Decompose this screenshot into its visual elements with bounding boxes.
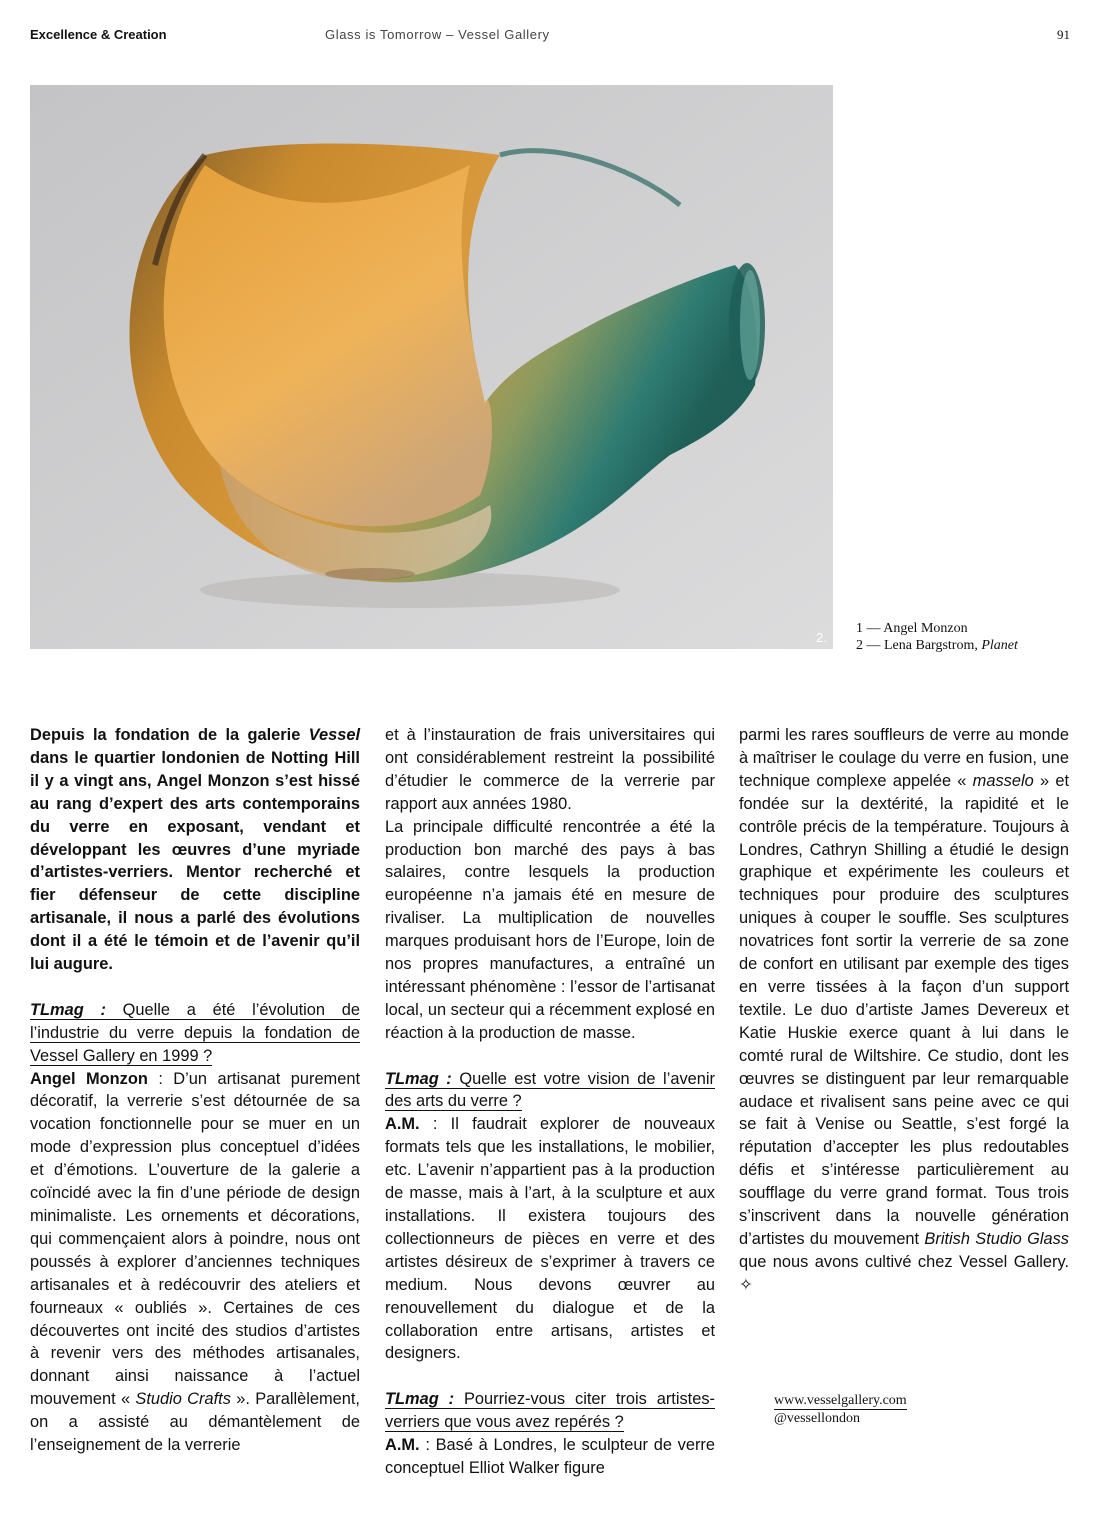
photo-number: 2. — [816, 630, 827, 645]
answer-3-text: : Basé à Londres, le sculpteur de verre conceptuel Elliot Walker figure — [385, 1436, 715, 1477]
answer-3-speaker: A.M. — [385, 1436, 420, 1455]
question-2-text: Quelle est votre vision de l’avenir des arts du verre ? — [385, 1069, 715, 1111]
question-2-tag: TLmag : — [385, 1069, 452, 1088]
technique-name: masselo — [972, 771, 1034, 790]
column-1 — [30, 724, 360, 1457]
caption-1: 1 — Angel Monzon — [856, 621, 968, 636]
social-handle[interactable]: @vessellondon — [774, 1411, 860, 1426]
answer-2 — [385, 1113, 715, 1365]
answer-1-text-a: : D’un artisanat purement décoratif, la verrerie s’est détournée de sa vocation fonctionnelle pour se muer en un mode d’expression plus conceptuel d’idées et d’émotions. L’ouverture de la galerie a coïncidé avec la fin d’une période de design minimaliste. Les ornements et décorations, qui commençaient alors à poindre, nous ont poussés à explorer d’anciennes techniques artisanales et à redécouvrir des ateliers et fourneaux « oubliés ». Certaines de ces découvertes ont incité des studios d’artistes à revenir vers des méthodes artisanales, donnant ainsi naissance à l’actuel mouvement « — [30, 1069, 361, 1409]
intro-text-b: dans le quartier londonien de Notting Hill il y a vingt ans, Angel Monzon s’est hissé au rang d’expert des arts contemporains du verre en exposant, vendant et développant les œuvres d’une myriade d’artistes-verriers. Mentor recherché et fier défenseur de cette discipline artisanale, il nous a parlé des évolutions dont il a été le témoin et de l’avenir qu’il lui augure. — [30, 748, 360, 974]
question-3 — [385, 1388, 715, 1434]
answer-3-text-b: » et fondée sur la dextérité, la rapidité et le contrôle précis de la température. Toujours à Londres, Cathryn Shilling a étudié le design graphique et expérimente les couleurs et techniques pour produire des sculptures uniques à couper le souffle. Ses sculptures novatrices font sortir la verrerie de sa zone de confort en utilisant par exemple des tiges en verre tissées à la façon d’un support textile. Le duo d’artiste James Devereux et Katie Huskie exerce quant à lui dans le comté rural de Wiltshire. Ce studio, dont les œuvres se distinguent par leur remarquable audace et rivalisent sans peine avec ce qui se fait à Venise ou Seattle, s’est forgé la réputation d’accepter les plus redoutables défis et s’intéresse particulièrement au soufflage du verre grand format. Tous trois s’inscrivent dans la nouvelle génération d’artistes du mouvement — [739, 771, 1069, 1248]
website-link[interactable]: www.vesselgallery.com — [774, 1393, 907, 1408]
question-2 — [385, 1068, 715, 1114]
answer-1-text-b: ». Parallèlement, on a assisté au démantèlement de l’enseignement de la verrerie — [30, 1390, 360, 1455]
answer-1 — [30, 1068, 360, 1457]
answer-1-speaker: Angel Monzon — [30, 1069, 148, 1088]
answer-1-movement: Studio Crafts — [135, 1390, 231, 1409]
caption-2 — [856, 637, 1018, 654]
answer-2-text: : Il faudrait explorer de nouveaux formats tels que les installations, le mobilier, etc. L’avenir n’appartient pas à la production de masse, mais à l’art, à la sculpture et aux installations. Il existera toujours des collectionneurs de pièces en verre et des artistes désireux de s’exprimer à travers ce medium. Nous devons œuvrer au renouvellement du dialogue et de la collaboration entre artisans, artistes et designers. — [385, 1115, 715, 1363]
answer-3-text-c: que nous avons cultivé chez Vessel Gallery. ✧ — [739, 1252, 1069, 1294]
question-1 — [30, 999, 360, 1068]
question-3-text: Pourriez-vous citer trois artistes-verriers que vous avez repérés ? — [385, 1390, 716, 1432]
answer-1-paragraph-2: La principale difficulté rencontrée a été la production bon marché des pays à bas salaires, contre lesquels la production européenne n’a jamais été en mesure de rivaliser. La multiplication de nouvelles marques produisant hors de l’Europe, loin de nos propres manufactures, a entraîné un intéressant phénomène : l’essor de l’artisanat local, un secteur qui a récemment explosé en réaction à la production de masse. — [385, 817, 715, 1042]
photo-captions — [856, 620, 1018, 654]
gallery-contact — [774, 1392, 907, 1427]
glass-sculpture-photo — [30, 85, 833, 649]
answer-1-continued: et à l’instauration de frais universitaires qui ont considérablement restreint la possibilité d’étudier le commerce de la verrerie par rapport aux années 1980. — [385, 726, 715, 813]
intro-gallery-name: Vessel — [308, 726, 360, 744]
question-1-tag: TLmag : — [30, 1000, 106, 1019]
answer-3-continued — [739, 724, 1069, 1297]
intro-text-a: Depuis la fondation de la galerie — [30, 726, 309, 744]
caption-2-text: 2 — Lena Bargstrom, — [856, 638, 982, 653]
answer-2-speaker: A.M. — [385, 1115, 420, 1134]
glass-sculpture-image — [30, 85, 833, 649]
movement-name: British Studio Glass — [924, 1229, 1069, 1248]
answer-3 — [385, 1434, 715, 1480]
intro-paragraph — [30, 724, 360, 976]
running-title: Glass is Tomorrow – Vessel Gallery — [325, 27, 550, 42]
question-1-text: Quelle a été l’évolution de l’industrie du verre depuis la fondation de Vessel Gallery en 1999 ? — [30, 1000, 360, 1065]
column-3 — [739, 724, 1069, 1297]
section-title: Excellence & Creation — [30, 27, 167, 42]
column-2 — [385, 724, 715, 1480]
question-3-tag: TLmag : — [385, 1390, 455, 1409]
answer-3-text-a: parmi les rares souffleurs de verre au monde à maîtriser le coulage du verre en fusion, une technique complexe appelée « — [739, 726, 1069, 790]
page-number: 91 — [1057, 27, 1070, 42]
caption-2-title: Planet — [981, 638, 1018, 653]
